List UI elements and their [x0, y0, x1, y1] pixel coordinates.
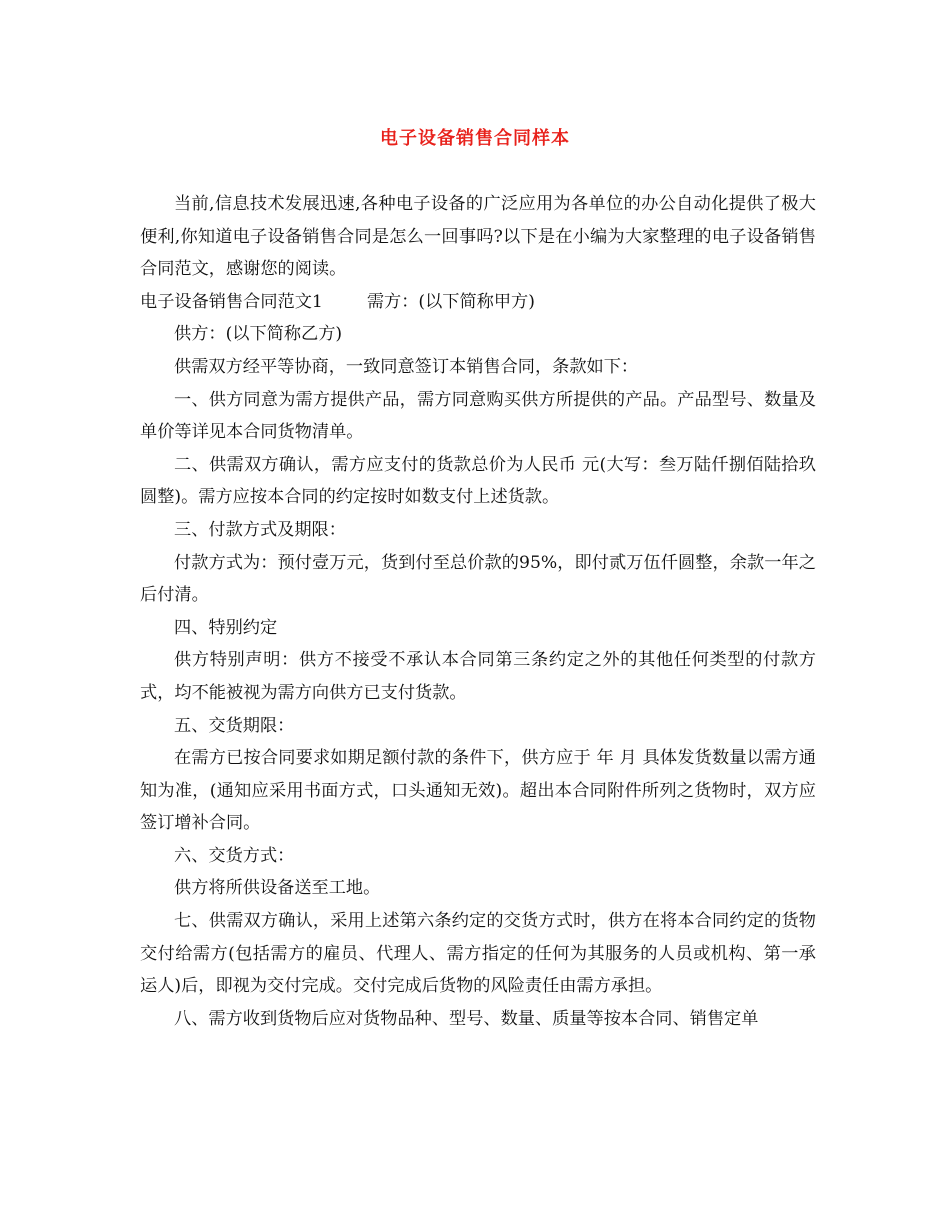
clause-4-heading: 四、特别约定: [174, 617, 278, 638]
sample-heading: 电子设备销售合同范文1: [140, 291, 323, 312]
clause-6-heading: 六、交货方式：: [174, 845, 295, 866]
intro-paragraph: 当前,信息技术发展迅速,各种电子设备的广泛应用为各单位的办公自动化提供了极大便利,你知道电子设备销售合同是怎么一回事吗?以下是在小编为大家整理的电子设备销售合同范文，感谢您的阅读。: [140, 194, 816, 280]
clause-8: 八、需方收到货物后应对货物品种、型号、数量、质量等按本合同、销售定单: [174, 1008, 759, 1029]
clause-7: 七、供需双方确认，采用上述第六条约定的交货方式时，供方在将本合同约定的货物交付给需方(包括需方的雇员、代理人、需方指定的任何为其服务的人员或机构、第一承运人)后，即视为交付完成。交付完成后货物的风险责任由需方承担。: [140, 911, 816, 997]
document-body: [140, 188, 816, 1035]
clause-4-text: 供方特别声明：供方不接受不承认本合同第三条约定之外的其他任何类型的付款方式，均不能被视为需方向供方已支付货款。: [140, 650, 816, 703]
clause-5-heading: 五、交货期限：: [174, 715, 295, 736]
sample-heading-line: [140, 286, 816, 319]
document-title: 电子设备销售合同样本: [380, 128, 570, 149]
preamble-paragraph: 供需双方经平等协商，一致同意签订本销售合同，条款如下：: [174, 356, 639, 377]
clause-5-text: 在需方已按合同要求如期足额付款的条件下，供方应于 年 月 具体发货数量以需方通知为准，(通知应采用书面方式，口头通知无效)。超出本合同附件所列之货物时，双方应签订增补合同。: [140, 748, 816, 834]
clause-1: 一、供方同意为需方提供产品，需方同意购买供方所提供的产品。产品型号、数量及单价等详见本合同货物清单。: [140, 389, 816, 443]
clause-3-text: 付款方式为：预付壹万元，货到付至总价款的95%，即付贰万伍仟圆整，余款一年之后付清。: [140, 552, 816, 606]
clause-3-heading: 三、付款方式及期限：: [174, 519, 346, 540]
buyer-line: 需方：(以下简称甲方): [366, 291, 535, 312]
clause-2: 二、供需双方确认，需方应支付的货款总价为人民币 元(大写：叁万陆仟捌佰陆拾玖圆整)。需方应按本合同的约定按时如数支付上述货款。: [140, 454, 816, 508]
clause-6-text: 供方将所供设备送至工地。: [174, 878, 381, 899]
seller-line: 供方：(以下简称乙方): [174, 324, 343, 345]
